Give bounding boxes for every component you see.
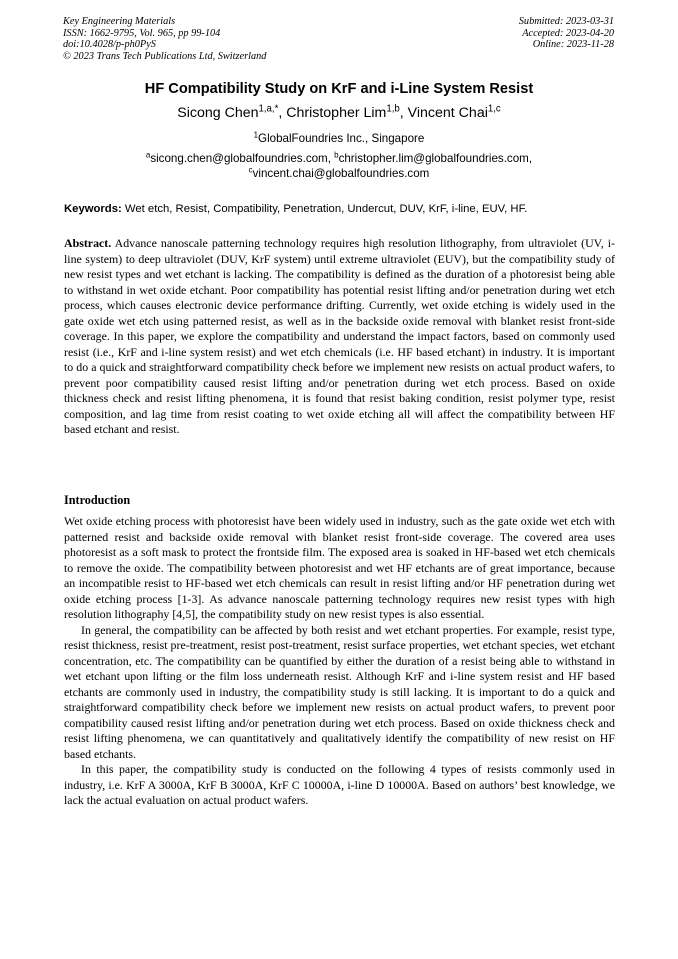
journal-info [63, 16, 266, 62]
issn-volume: ISSN: 1662-9795, Vol. 965, pp 99-104 [63, 27, 221, 39]
paper-title: HF Compatibility Study on KrF and i-Line System Resist [144, 81, 534, 97]
paragraph: Wet oxide etching process with photoresist have been widely used in industry, such as the gate oxide wet etch with patterned resist and backside oxide removal with blanket resist front-side coverage. The covered area uses photoresist as a soft mask to protect the frontside film. The exposed area is soaked in HF-based wet etch chemicals to remove the oxide. The compatibility between photoresist and wet HF etchants are of great importance, because an incompatible resist to HF-based wet etch chemicals can result in resist lifting and/or HF penetration during wet oxide etching process [1-3]. As advance nanoscale patterning technology requires new resist types with high resolution lithography [4,5], the compatibility study on new resist types is also essential. [64, 514, 615, 621]
email-separator: , [528, 152, 533, 165]
affiliation-mark: 1 [253, 130, 259, 140]
author-affiliation-mark: 1,c [487, 103, 501, 115]
paragraph: In general, the compatibility can be affected by both resist and wet etchant properties. For example, resist type, resist thickness, resist pre-treatment, resist post-treatment, resist surface properties, wet etchant species, wet etchant concentration, etc. The compatibility can be quantified by either the duration of a resist being able to withstand in wet etchant upon lifting or the film loss underneath resist. Although KrF and i-line system resist and HF based etchants are commonly used in industry, the compatibility study is still lacking. It is important to do a quick and straightforward compatibility check before we implement new resists on actual product wafers, to prevent poor compatibility caused resist lifting and/or penetration during wet etch process. Based on oxide thickness check and resist lifting phenomena, we can quantitatively and qualitatively identify the compatibility of new resist on HF based etchants. [64, 622, 615, 761]
author-name: Sicong Chen [177, 105, 259, 121]
email-address[interactable]: vincent.chai@globalfoundries.com [252, 167, 430, 180]
abstract-text: Advance nanoscale patterning technology requires high resolution lithography, from ultraviolet (UV, i-line system) to deep ultraviolet (DUV, KrF system) until extreme ultraviolet (EUV), but the compatibility study of new resist types and wet etchant is lacking. The compatibility is defined as the duration of a photoresist being able to withstand in wet oxide etchant. Poor compatibility has potential resist lifting and/or penetration during wet etch process, which causes electronic device performance drifting. Currently, wet oxide etching is widely used in the gate oxide wet etch using patterned resist, as well as in the backside oxide removal with blanket resist front-side coverage. In this paper, we explore the compatibility and understand the impact factors, based on commonly used resist (i.e., KrF and i-line system resist) and wet etch chemicals (i.e. HF based etchant) in industry. It is important to do a quick and straightforward compatibility check before we implement new resists on actual product wafers, to prevent poor compatibility caused resist lifting and/or penetration during wet etch process. Based on oxide thickness check and resist lifting phenomena, it is found that resist baking condition, resist polymer type, resist composition, and lag time from resist coating to wet oxide etching all will affect the compatibility between HF based etchant and resist. [64, 236, 615, 436]
email-mark: b [334, 150, 339, 160]
section-heading-introduction: Introduction [64, 493, 131, 507]
abstract-label: Abstract. [64, 236, 112, 250]
submitted-date: Submitted: 2023-03-31 [518, 16, 614, 27]
keywords-text: Wet etch, Resist, Compatibility, Penetration, Undercut, DUV, KrF, i-line, EUV, HF. [121, 203, 528, 215]
author-separator: , [278, 105, 287, 121]
author-name: Vincent Chai [407, 105, 488, 121]
journal-name: Key Engineering Materials [63, 16, 176, 27]
abstract [64, 236, 615, 438]
doi[interactable]: doi:10.4028/p-ph0PyS [63, 39, 156, 51]
email-address[interactable]: christopher.lim@globalfoundries.com [338, 152, 529, 165]
keywords [64, 202, 615, 217]
affiliation-text: GlobalFoundries Inc., Singapore [258, 132, 425, 145]
author [177, 105, 286, 121]
author [408, 105, 501, 121]
author-list [0, 104, 678, 122]
paragraph: In this paper, the compatibility study is conducted on the following 4 types of resists commonly used in industry, i.e. KrF A 3000A, KrF B 3000A, KrF C 10000A, i-line D 10000A. Based on authors’ best knowledge, we lack the actual evaluation on actual product wafers. [64, 762, 615, 807]
author-affiliation-mark: 1,a,* [258, 103, 279, 115]
email-address[interactable]: sicong.chen@globalfoundries.com [150, 152, 328, 165]
author-separator: , [399, 105, 408, 121]
affiliation [0, 131, 678, 146]
accepted-date: Accepted: 2023-04-20 [522, 27, 614, 39]
email-mark: a [145, 150, 151, 160]
copyright: © 2023 Trans Tech Publications Ltd, Switzerland [63, 50, 267, 62]
keywords-label: Keywords: [64, 203, 122, 215]
author-emails [0, 151, 678, 181]
online-date: Online: 2023-11-28 [532, 39, 614, 51]
author-name: Christopher Lim [286, 105, 387, 121]
email-mark: c [248, 165, 253, 175]
author-affiliation-mark: 1,b [386, 103, 400, 115]
introduction-body [64, 514, 615, 809]
author [286, 105, 407, 121]
publication-dates [519, 16, 614, 51]
email-separator: , [327, 152, 335, 165]
